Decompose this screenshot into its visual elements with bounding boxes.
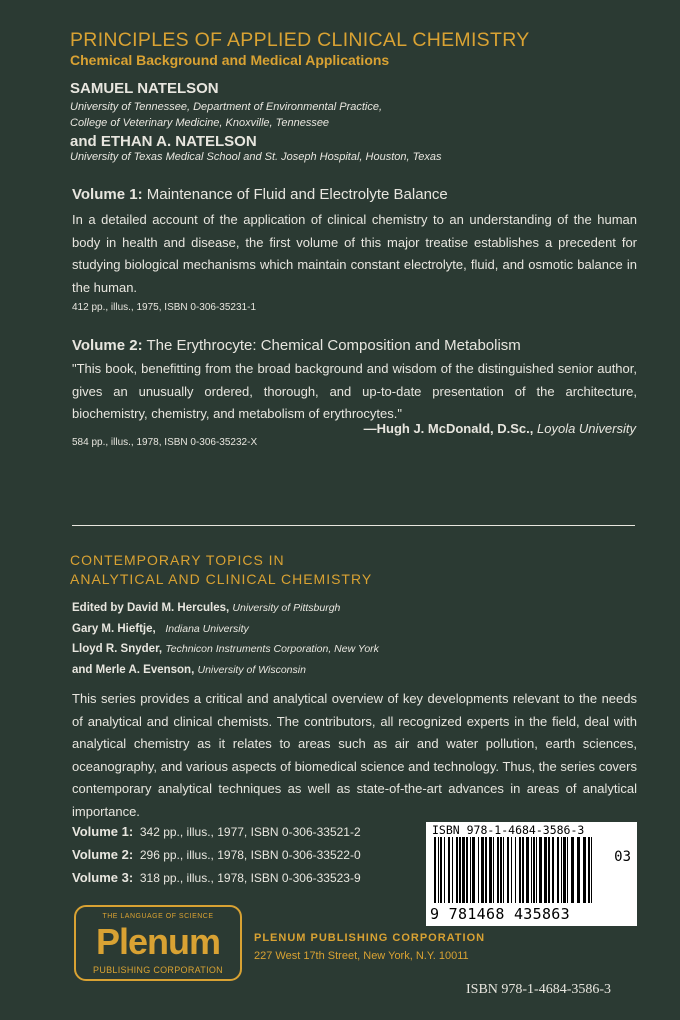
logo-corp: PUBLISHING CORPORATION [93,965,223,975]
series2-volume [72,847,361,862]
quote-attribution [364,421,636,436]
volume-description: In a detailed account of the application of clinical chemistry to an understanding of the human body in health and disease, the first volume of this major treatise establishes a precedent for studying biological mechanisms which maintain constant electrolyte, fluid, and osmotic balance in the human. [72,212,637,295]
plenum-logo [74,905,242,981]
editor-line [72,664,306,676]
barcode [426,822,637,926]
volume-label: Volume 1: [72,824,134,839]
editor-line [72,623,249,635]
editor-name: Gary M. Hieftje, [72,623,156,635]
attribution-affiliation: Loyola University [537,421,636,436]
series2-volume [72,870,361,885]
publisher-name: PLENUM PUBLISHING CORPORATION [254,932,486,944]
volume-title: The Erythrocyte: Chemical Composition and Metabolism [146,337,521,354]
isbn-bottom: ISBN 978-1-4684-3586-3 [466,982,612,997]
volume-meta: 412 pp., illus., 1975, ISBN 0-306-35231-1 [72,302,257,313]
series-subtitle: Chemical Background and Medical Applications [70,52,390,68]
editor-line [72,643,379,655]
author-affiliation: College of Veterinary Medicine, Knoxville, Tennessee [70,117,330,129]
barcode-check: 03 [614,849,631,865]
volume-quote: "This book, benefitting from the broad background and wisdom of the distinguished senior author, gives an unusually ordered, thorough, and up-to-date presentation of the architecture, biochemistry, chemistry, and metabolism of erythrocytes." [72,361,637,421]
volume-title: Maintenance of Fluid and Electrolyte Balance [146,186,448,203]
volume-meta: 584 pp., illus., 1978, ISBN 0-306-35232-X [72,437,258,448]
volume-heading [72,186,448,203]
author-affiliation: University of Tennessee, Department of Environmental Practice, [70,101,383,113]
editor-name: Lloyd R. Snyder, [72,643,163,655]
volume-meta: 318 pp., illus., 1978, ISBN 0-306-33523-9 [139,871,361,885]
logo-tagline: THE LANGUAGE OF SCIENCE [102,913,214,920]
series-title: PRINCIPLES OF APPLIED CLINICAL CHEMISTRY [70,29,530,51]
publisher-address: 227 West 17th Street, New York, N.Y. 10011 [254,950,469,962]
series2-title: ANALYTICAL AND CLINICAL CHEMISTRY [70,571,373,587]
logo-name: Plenum [95,921,221,962]
volume-label: Volume 2: [72,847,134,862]
editor-prefix: Edited by [72,602,127,614]
editor-affiliation: University of Pittsburgh [232,602,341,614]
divider [72,525,635,526]
volume-label: Volume 1: [72,186,143,203]
volume-meta: 342 pp., illus., 1977, ISBN 0-306-33521-2 [139,825,361,839]
barcode-isbn: ISBN 978-1-4684-3586-3 [432,823,585,837]
series2-description: This series provides a critical and analytical overview of key developments relevant to the needs of analytical and clinical chemists. The contributors, all recognized experts in the field, deal with analytical chemistry as it relates to areas such as air and water pollution, earth sciences, oceanography, and various aspects of biomedical science and technology. Thus, the series covers contemporary analytical techniques as well as state-of-the-art advances in areas of analytical importance. [72,691,637,819]
author-affiliation: University of Texas Medical School and St. Joseph Hospital, Houston, Texas [70,151,442,163]
volume-label: Volume 3: [72,870,134,885]
series2-volume [72,824,361,839]
barcode-digits: 9 781468 435863 [430,905,570,923]
volume-heading [72,337,521,354]
series2-title: CONTEMPORARY TOPICS IN [70,552,285,568]
editor-affiliation: Indiana University [165,623,249,635]
author-name: and ETHAN A. NATELSON [70,133,257,150]
author-name: SAMUEL NATELSON [70,80,219,97]
editor-line [72,602,340,614]
editor-name: Merle A. Evenson, [95,664,195,676]
volume-meta: 296 pp., illus., 1978, ISBN 0-306-33522-0 [139,848,361,862]
attribution-name: —Hugh J. McDonald, D.Sc., [363,421,534,436]
editor-affiliation: University of Wisconsin [197,664,306,676]
editor-name: David M. Hercules, [126,602,230,614]
editor-affiliation: Technicon Instruments Corporation, New York [165,643,379,655]
editor-prefix: and [72,664,96,676]
volume-label: Volume 2: [72,337,143,354]
